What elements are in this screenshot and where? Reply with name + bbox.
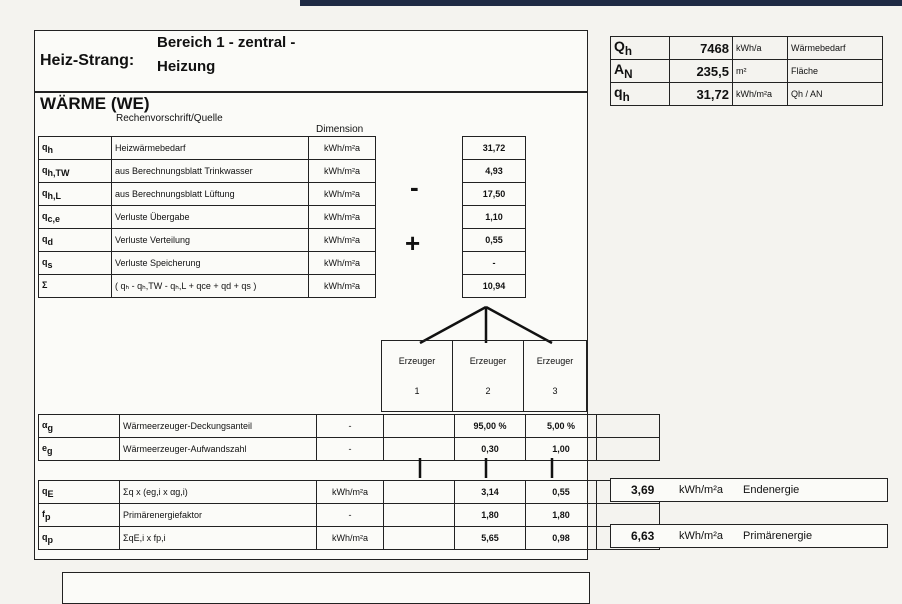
- row-value: 0,55: [463, 229, 526, 252]
- row-description: Verluste Übergabe: [112, 206, 309, 229]
- row-symbol: $q_{h,TW}$: [39, 160, 112, 183]
- bereich-label: Bereich 1 - zentral -: [157, 34, 296, 51]
- primaerenergie-box: [610, 524, 888, 548]
- value-row: [463, 229, 526, 252]
- row-symbol: $e_g$: [39, 438, 120, 461]
- row-symbol: $q_{h,L}$: [39, 183, 112, 206]
- generator-header-table: [381, 340, 587, 412]
- generator-1-value: 0,30: [455, 438, 526, 461]
- top-banner: [300, 0, 902, 6]
- row-dimension: kWh/m²a: [317, 527, 384, 550]
- generator-1-value: 3,14: [455, 481, 526, 504]
- row-value: 31,72: [463, 137, 526, 160]
- row-dimension: kWh/m²a: [309, 229, 376, 252]
- row-description: Verluste Speicherung: [112, 252, 309, 275]
- row-value: 1,10: [463, 206, 526, 229]
- row-description: Σq x (eg,i x αg,i): [120, 481, 317, 504]
- generator-2-value: 5,00 %: [526, 415, 597, 438]
- row-symbol: $q_{c,e}$: [39, 206, 112, 229]
- heat-row: [39, 160, 376, 183]
- row-description: ΣqE,i x fp,i: [120, 527, 317, 550]
- next-section-box: [62, 572, 590, 604]
- heat-row: [39, 275, 376, 298]
- row-unit: kWh/a: [733, 37, 788, 60]
- row-description: aus Berechnungsblatt Lüftung: [112, 183, 309, 206]
- primaerenergie-value: 6,63: [631, 529, 655, 543]
- row-value: 17,50: [463, 183, 526, 206]
- minus-operator: -: [410, 172, 419, 202]
- endenergie-box: [610, 478, 888, 502]
- row-dimension: kWh/m²a: [317, 481, 384, 504]
- heat-row: [39, 252, 376, 275]
- generator-2-header: Erzeuger 2: [453, 341, 524, 412]
- summary-area-table: [610, 36, 883, 106]
- row-symbol: Σ: [39, 275, 112, 298]
- value-row: [463, 137, 526, 160]
- row-dimension: kWh/m²a: [309, 206, 376, 229]
- value-column: [462, 136, 526, 298]
- generator-row: [39, 527, 660, 550]
- section-title: WÄRME (WE): [40, 94, 150, 113]
- summary-area-row: [611, 83, 883, 106]
- dimension-header: Dimension: [316, 124, 364, 135]
- row-dimension: kWh/m²a: [309, 275, 376, 298]
- heat-row: [39, 183, 376, 206]
- value-row: [463, 206, 526, 229]
- row-unit: kWh/m²a: [733, 83, 788, 106]
- value-row: [463, 275, 526, 298]
- row-dimension: kWh/m²a: [309, 160, 376, 183]
- row-symbol: $A_N$: [611, 60, 670, 83]
- branch-lines: [380, 305, 590, 345]
- value-row: [463, 183, 526, 206]
- row-symbol: $\alpha_g$: [39, 415, 120, 438]
- row-description: Wärmeerzeuger-Deckungsanteil: [120, 415, 317, 438]
- row-dimension: kWh/m²a: [309, 183, 376, 206]
- heizung-label: Heizung: [157, 58, 216, 75]
- generator-row: [39, 481, 660, 504]
- row-symbol: $q_h$: [39, 137, 112, 160]
- row-value: -: [463, 252, 526, 275]
- row-description: Qh / AN: [788, 83, 883, 106]
- generator-3-value: [597, 438, 660, 461]
- row-value: 10,94: [463, 275, 526, 298]
- row-dimension: kWh/m²a: [309, 252, 376, 275]
- generator-2-value: 0,98: [526, 527, 597, 550]
- row-description: Primärenergiefaktor: [120, 504, 317, 527]
- endenergie-value: 3,69: [631, 483, 655, 497]
- row-dimension: -: [317, 415, 384, 438]
- heat-row: [39, 137, 376, 160]
- value-row: [463, 252, 526, 275]
- generator-1-value: 1,80: [455, 504, 526, 527]
- row-description: Fläche: [788, 60, 883, 83]
- row-symbol: $f_p$: [39, 504, 120, 527]
- row-description: ( qₕ - qₕ,TW - qₕ,L + qce + qd + qs ): [112, 275, 309, 298]
- endenergie-unit: kWh/m²a: [679, 484, 723, 496]
- generator-row: [39, 415, 660, 438]
- row-unit: m²: [733, 60, 788, 83]
- row-number: 7468: [670, 37, 733, 60]
- generator-1-header: Erzeuger 1: [382, 341, 453, 412]
- row-value: 4,93: [463, 160, 526, 183]
- generator-1-value: 5,65: [455, 527, 526, 550]
- generator-2-value: 1,00: [526, 438, 597, 461]
- source-header: Rechenvorschrift/Quelle: [116, 113, 223, 124]
- primaerenergie-label: Primärenergie: [743, 530, 813, 542]
- generator-2-value: 1,80: [526, 504, 597, 527]
- row-symbol: $q_h$: [611, 83, 670, 106]
- row-symbol: $q_s$: [39, 252, 112, 275]
- row-symbol: $q_E$: [39, 481, 120, 504]
- generator-3-value: [597, 415, 660, 438]
- endenergie-label: Endenergie: [743, 484, 800, 496]
- generator-1-value: 95,00 %: [455, 415, 526, 438]
- row-symbol: $q_d$: [39, 229, 112, 252]
- row-description: Verluste Verteilung: [112, 229, 309, 252]
- heat-row: [39, 229, 376, 252]
- connector-lines: [380, 458, 590, 480]
- row-description: aus Berechnungsblatt Trinkwasser: [112, 160, 309, 183]
- row-symbol: $q_p$: [39, 527, 120, 550]
- generator-rows-table: [38, 414, 660, 461]
- row-description: Wärmeerzeuger-Aufwandszahl: [120, 438, 317, 461]
- row-symbol: $Q_h$: [611, 37, 670, 60]
- summary-area-row: [611, 60, 883, 83]
- generator-2-value: 0,55: [526, 481, 597, 504]
- summary-area-row: [611, 37, 883, 60]
- row-number: 235,5: [670, 60, 733, 83]
- generator-3-header: Erzeuger 3: [524, 341, 587, 412]
- generator-row: [39, 504, 660, 527]
- row-dimension: -: [317, 504, 384, 527]
- row-description: Heizwärmebedarf: [112, 137, 309, 160]
- primaerenergie-unit: kWh/m²a: [679, 530, 723, 542]
- plus-operator: +: [405, 228, 421, 258]
- row-number: 31,72: [670, 83, 733, 106]
- row-dimension: kWh/m²a: [309, 137, 376, 160]
- heat-demand-table: [38, 136, 376, 298]
- energy-rows-table: [38, 480, 660, 550]
- heat-row: [39, 206, 376, 229]
- heiz-strang-label: Heiz-Strang:: [40, 52, 135, 69]
- row-description: Wärmebedarf: [788, 37, 883, 60]
- value-row: [463, 160, 526, 183]
- row-dimension: -: [317, 438, 384, 461]
